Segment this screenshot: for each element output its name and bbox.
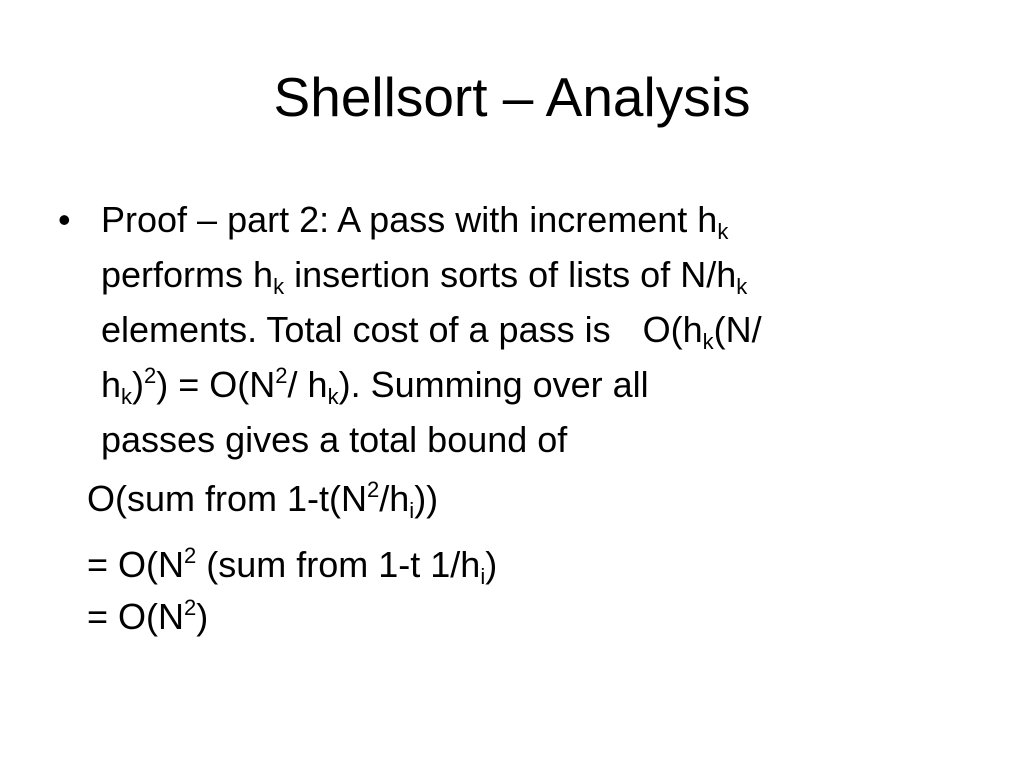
- text-segment: = O(N: [87, 596, 185, 637]
- text-segment: )): [414, 478, 439, 519]
- text-segment: ): [485, 544, 498, 585]
- bullet-line-4: [101, 357, 981, 412]
- slide-title: Shellsort – Analysis: [273, 66, 751, 128]
- text-segment: ) = O(N: [156, 364, 276, 405]
- text-segment: Proof – part 2: A pass with increment h: [101, 199, 718, 240]
- bullet-line-2: [101, 247, 981, 302]
- text-segment: insertion sorts of lists of N/h: [284, 254, 737, 295]
- subscript: i: [480, 564, 486, 589]
- bullet-line-5: [101, 412, 981, 467]
- text-segment: ). Summing over all: [338, 364, 649, 405]
- subscript: i: [409, 498, 415, 523]
- subscript: k: [121, 384, 133, 409]
- text-segment: ): [132, 364, 145, 405]
- subscript: k: [736, 274, 748, 299]
- superscript: 2: [184, 595, 197, 620]
- bullet-line-1: [101, 192, 981, 247]
- bullet-line-3: [101, 302, 981, 357]
- superscript: 2: [275, 363, 288, 388]
- text-segment: /h: [379, 478, 410, 519]
- text-segment: passes gives a total bound of: [101, 419, 568, 460]
- text-segment: performs h: [101, 254, 274, 295]
- text-segment: O(h: [642, 309, 703, 350]
- text-segment: ): [196, 596, 209, 637]
- text-segment: (sum from 1-t 1/h: [196, 544, 481, 585]
- superscript: 2: [184, 543, 197, 568]
- superscript: 2: [144, 363, 157, 388]
- formula-line-3: [87, 592, 208, 642]
- subscript: k: [273, 274, 285, 299]
- text-segment: (N/: [713, 309, 762, 350]
- bullet-text: [101, 192, 981, 467]
- text-segment: / h: [287, 364, 328, 405]
- bullet-marker: •: [58, 199, 71, 240]
- formula-line-1: [87, 474, 438, 524]
- subscript: k: [717, 219, 729, 244]
- text-segment: elements. Total cost of a pass is: [101, 309, 611, 350]
- text-segment: h: [101, 364, 122, 405]
- text-segment: O(sum from 1-t(N: [87, 478, 368, 519]
- formula-line-2: [87, 540, 497, 590]
- text-segment: = O(N: [87, 544, 185, 585]
- superscript: 2: [367, 477, 380, 502]
- subscript: k: [702, 329, 714, 354]
- subscript: k: [327, 384, 339, 409]
